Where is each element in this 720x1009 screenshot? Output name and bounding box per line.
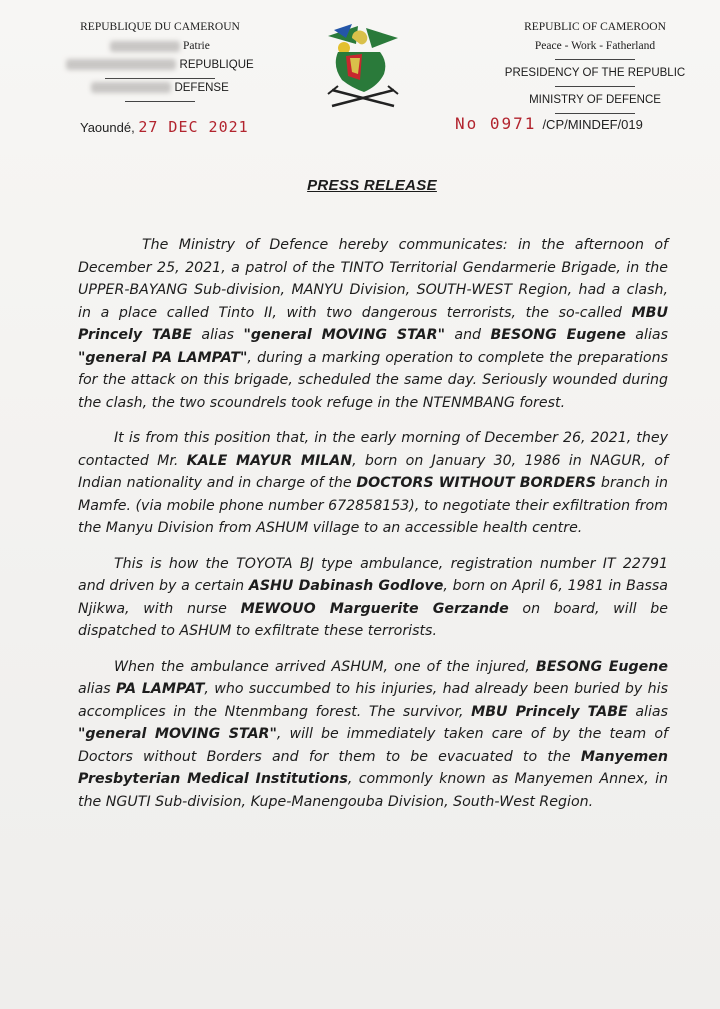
bold-name-run: MEWOUO Marguerite Gerzande	[240, 600, 509, 617]
bold-name-run: "general MOVING STAR"	[243, 327, 445, 343]
bold-name-run: KALE MAYUR MILAN	[186, 452, 353, 469]
text-run: , commonly known as Manyemen Annex, in the NGUTI Sub-division, Kupe-Manengouba Division, South-West Region.	[78, 771, 668, 810]
header-left-line2-text: Patrie	[183, 40, 210, 52]
bold-name-run: "general MOVING STAR"	[78, 726, 277, 742]
header-right-line1: REPUBLIC OF CAMEROON	[524, 21, 666, 33]
bold-name-run: "general PA LAMPAT"	[78, 349, 248, 366]
bold-name-run: MBU Princely TABE	[471, 703, 628, 720]
header-right-line4: MINISTRY OF DEFENCE	[529, 94, 661, 106]
text-run: When the ambulance arrived ASHUM, one of the injured,	[114, 658, 536, 675]
bold-name-run: MBU Princely TABE	[78, 304, 668, 343]
date-stamp: 27 DEC 2021	[138, 118, 249, 136]
text-run: It is from this position that, in the early morning of December 26, 2021, they contacted Mr.	[78, 430, 668, 469]
paragraph-3	[78, 553, 668, 643]
header-left-line3	[60, 56, 260, 75]
text-run: This is how the TOYOTA BJ type ambulance, registration number IT 22791 and driven by a certain	[78, 555, 668, 594]
paragraph-1	[78, 234, 668, 414]
text-run: The Ministry of Defence hereby communicates: in the afternoon of December 25, 2021, a patrol of the TINTO Territorial Gendarmerie Brigade, in the UPPER-BAYANG Sub-division, MANYU Division, SOUTH-WEST Region, had a clash, in a place called Tinto II, with two dangerous terrorists, the so-called	[78, 237, 668, 321]
text-run: , born on January 30, 1986 in NAGUR, of Indian nationality and in charge of the	[78, 452, 668, 491]
text-run: branch in Mamfe. (via mobile phone number 672858153), to negotiate their exfiltration from the Manyu Division from ASHUM village to an accessible health centre.	[78, 475, 668, 536]
reference-stamp: No 0971	[455, 114, 537, 133]
bold-name-run: DOCTORS WITHOUT BORDERS	[356, 475, 597, 491]
text-run: , during a marking operation to complete the preparations for the attack on this brigade, scheduled the same day. Seriously wounded during the clash, the two scoundrels took refuge in the NTENMBANG forest.	[78, 349, 668, 411]
date-line	[80, 118, 249, 136]
reference-suffix: /CP/MINDEF/019	[542, 117, 643, 132]
text-run: on board, will be dispatched to ASHUM to exfiltrate these terrorists.	[78, 600, 668, 639]
text-run: , will be immediately taken care of by the team of Doctors without Borders and for them to be evacuated to the	[78, 726, 668, 765]
header-right-line3: PRESIDENCY OF THE REPUBLIC	[504, 67, 686, 79]
text-run: alias	[627, 703, 668, 720]
bold-name-run: BESONG Eugene	[535, 658, 669, 675]
bold-name-run: Manyemen Presbyterian Medical Institutions	[78, 748, 668, 787]
coat-of-arms-emblem	[322, 22, 404, 110]
header-left-line1: REPUBLIQUE DU CAMEROUN	[80, 21, 240, 33]
header-right-line2: Peace - Work - Fatherland	[534, 40, 656, 52]
header-left-french	[60, 18, 260, 102]
bold-name-run: ASHU Dabinash Godlove	[248, 578, 444, 594]
press-release-body	[78, 234, 668, 826]
header-left-line4-text: DEFENSE	[174, 82, 229, 94]
header-left-line3-text: REPUBLIQUE	[179, 59, 254, 71]
header-right-rule-2	[555, 86, 635, 87]
redacted-blur	[66, 59, 176, 70]
redacted-blur	[91, 82, 171, 93]
text-run: alias	[191, 327, 244, 343]
text-run: and	[444, 327, 491, 343]
text-run: alias	[78, 681, 117, 697]
paragraph-4	[78, 656, 668, 814]
page-title: PRESS RELEASE	[307, 177, 437, 194]
reference-line	[455, 114, 643, 133]
text-run: , born on April 6, 1981 in Bassa Njikwa, with nurse	[78, 578, 668, 617]
paragraph-2	[78, 427, 668, 540]
date-city: Yaoundé,	[80, 120, 135, 135]
header-right-english	[500, 18, 690, 114]
text-run: , who succumbed to his injuries, had already been buried by his accomplices in the Ntenmbang forest. The survivor,	[78, 681, 668, 720]
bold-name-run: BESONG Eugene	[490, 327, 626, 343]
redacted-blur	[110, 41, 180, 52]
header-left-rule-bottom	[125, 101, 195, 102]
header-left-line2	[60, 37, 260, 56]
text-run: alias	[625, 327, 668, 343]
header-right-rule	[555, 59, 635, 60]
bold-name-run: PA LAMPAT	[116, 681, 205, 697]
header-left-line4	[60, 79, 260, 98]
